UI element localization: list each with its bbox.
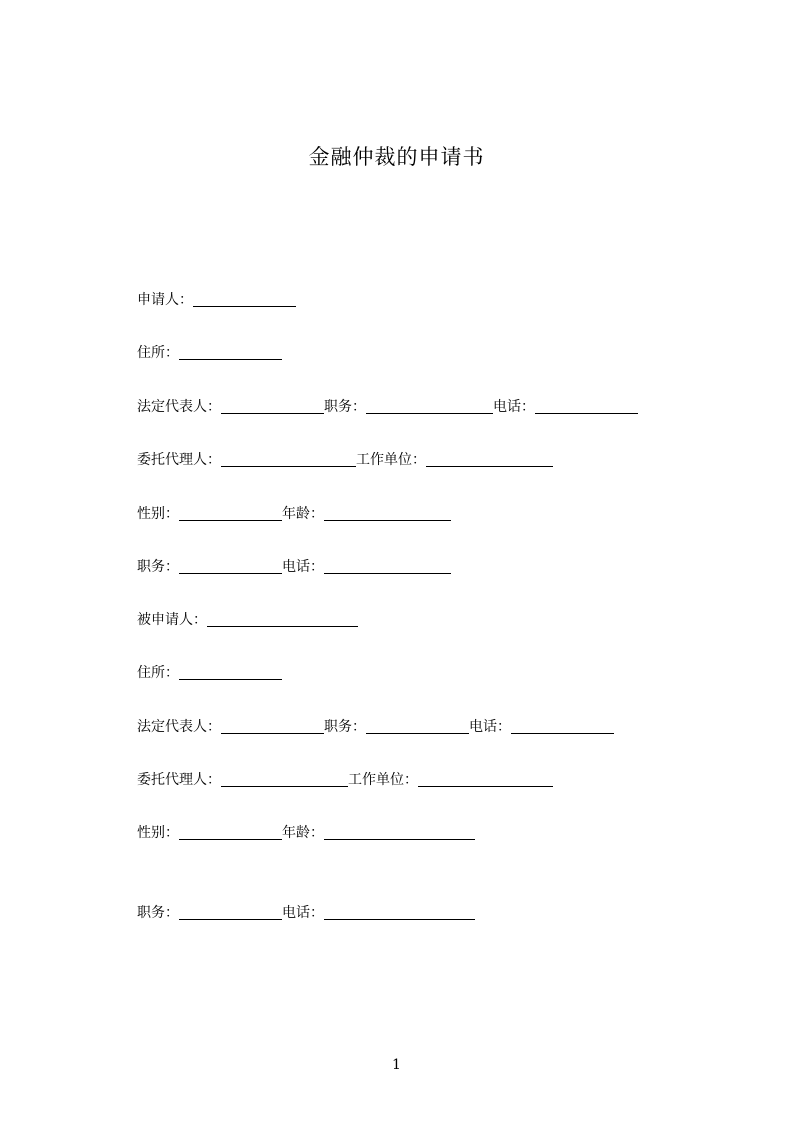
applicant-workplace-blank[interactable] [426,451,553,467]
applicant-agent-phone-blank[interactable] [324,558,451,574]
applicant-legal-rep-row [137,397,638,417]
respondent-agent-blank[interactable] [221,771,348,787]
respondent-age-blank[interactable] [324,824,475,840]
page-number: 1 [392,1057,401,1073]
applicant-address-row [137,343,282,363]
applicant-name-label: 申请人： [137,292,193,308]
respondent-agent-row [137,770,553,790]
document-title: 金融仲裁的申请书 [308,145,485,169]
respondent-workplace-blank[interactable] [418,771,553,787]
applicant-position-blank[interactable] [366,398,493,414]
applicant-gender-label: 性别： [137,506,179,522]
applicant-legal-rep-label: 法定代表人： [137,399,221,415]
applicant-workplace-label: 工作单位： [356,452,426,468]
respondent-address-blank[interactable] [179,664,282,680]
respondent-agent-contact-row [137,903,475,923]
respondent-gender-row [137,823,475,843]
applicant-agent-label: 委托代理人： [137,452,221,468]
applicant-agent-row [137,450,553,470]
applicant-agent-phone-label: 电话： [282,559,324,575]
respondent-agent-phone-blank[interactable] [324,904,475,920]
respondent-gender-label: 性别： [137,825,179,841]
respondent-agent-phone-label: 电话： [282,905,324,921]
respondent-workplace-label: 工作单位： [348,772,418,788]
respondent-name-label: 被申请人： [137,612,207,628]
applicant-age-label: 年龄： [282,506,324,522]
applicant-name-blank[interactable] [193,291,296,307]
applicant-gender-blank[interactable] [179,505,282,521]
respondent-name-row [137,610,358,630]
respondent-position-label: 职务： [324,719,366,735]
applicant-age-blank[interactable] [324,505,451,521]
respondent-agent-position-label: 职务： [137,905,179,921]
applicant-phone-blank[interactable] [535,398,638,414]
respondent-phone-blank[interactable] [511,718,614,734]
applicant-agent-contact-row [137,557,451,577]
respondent-age-label: 年龄： [282,825,324,841]
respondent-gender-blank[interactable] [179,824,282,840]
applicant-name-row [137,290,296,310]
applicant-position-label: 职务： [324,399,366,415]
respondent-legal-rep-label: 法定代表人： [137,719,221,735]
applicant-legal-rep-blank[interactable] [221,398,324,414]
respondent-legal-rep-blank[interactable] [221,718,324,734]
applicant-gender-row [137,504,451,524]
applicant-agent-blank[interactable] [221,451,356,467]
respondent-agent-label: 委托代理人： [137,772,221,788]
applicant-agent-position-label: 职务： [137,559,179,575]
applicant-address-blank[interactable] [179,344,282,360]
respondent-address-row [137,663,282,683]
respondent-legal-rep-row [137,717,614,737]
respondent-address-label: 住所： [137,665,179,681]
respondent-name-blank[interactable] [207,611,358,627]
applicant-agent-position-blank[interactable] [179,558,282,574]
applicant-phone-label: 电话： [493,399,535,415]
respondent-phone-label: 电话： [469,719,511,735]
applicant-address-label: 住所： [137,345,179,361]
respondent-agent-position-blank[interactable] [179,904,282,920]
respondent-position-blank[interactable] [366,718,469,734]
